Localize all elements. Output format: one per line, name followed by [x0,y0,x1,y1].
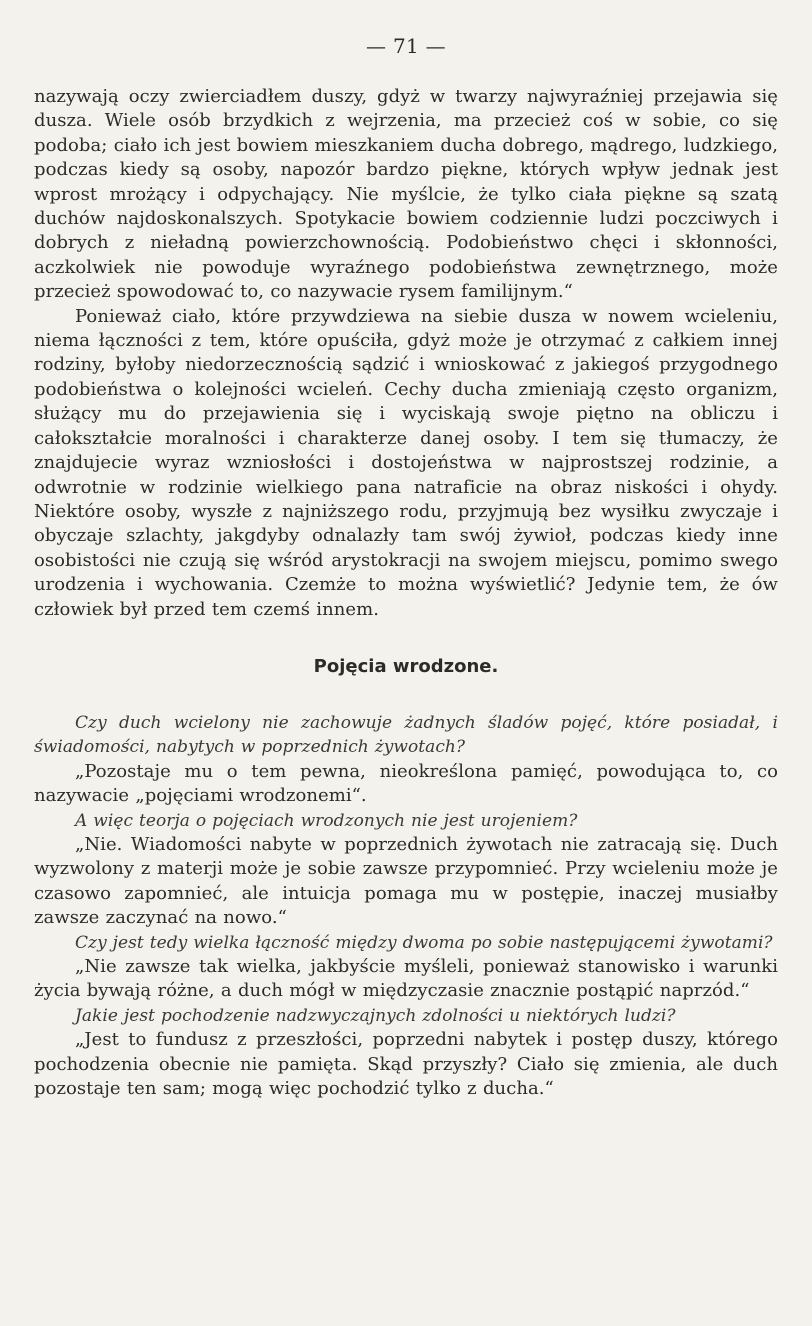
question-2: A więc teorja o pojęciach wrodzonych nie jest urojeniem? [75,810,578,831]
answer-1: „Pozostaje mu o tem pewna, nieokreślona pamięć, powodująca to, co nazywacie „pojęciami wrodzonemi“. [34,760,778,807]
answer-4: „Jest to fundusz z przeszłości, poprzedni nabytek i postęp duszy, którego pochodzenia obecnie nie pamięta. Skąd przyszły? Ciało się zmienia, ale duch pozostaje ten sam; mogą więc pochodzić tylko z ducha.“ [34,1029,778,1100]
answer-2: „Nie. Wiadomości nabyte w poprzednich żywotach nie zatracają się. Duch wyzwolony z materji może je sobie zawsze przypomnieć. Przy wcieleniu może je czasowo zapomnieć, ale intuicja pomaga mu w postępie, inaczej musiałby zawsze zaczynać na nowo.“ [34,833,778,929]
question-1: Czy duch wcielony nie zachowuje żadnych śladów pojęć, które posiadał, i świadomości, nabytych w poprzednich żywotach? [34,712,778,758]
paragraph-incarnation-family: Ponieważ ciało, które przywdziewa na siebie dusza w nowem wcieleniu, niema łączności z tem, które opuściła, gdyż może je otrzymać z całkiem innej rodziny, byłoby niedorzecznością sądzić i wnioskować z jakiegoś przygodnego podobieństwa o kolejności wcieleń. Cechy ducha zmieniają często organizm, służący mu do przejawienia się i wyciskają swoje piętno na obliczu i całokształcie moralności i charakterze danej osoby. I tem się tłumaczy, że znajdujecie wyraz wzniosłości i dostojeństwa w najprostszej rodzinie, a odwrotnie w rodzinie wielkiego pana natraficie na obraz niskości i ohydy. Niektóre osoby, wyszłe z najniższego rodu, przyjmują bez wysiłku zwyczaje i obyczaje szlachty, jakgdyby odnalazły tam swój żywioł, podczas kiedy inne osobistości nie czują się wśród arystokracji na swojem miejscu, pomimo swego urodzenia i wychowania. Czemże to można wyświetlić? Jedynie tem, że ów człowiek był przed tem czemś innem. [34,305,778,620]
body-text [34,85,778,1101]
page-number: — 71 — [366,34,446,58]
section-heading: Pojęcia wrodzone. [313,655,499,677]
question-3: Czy jest tedy wielka łączność między dwoma po sobie następującemi żywotami? [75,932,773,953]
question-4: Jakie jest pochodzenie nadzwyczajnych zdolności u niektórych ludzi? [75,1005,676,1026]
paragraph-continuation: nazywają oczy zwierciadłem duszy, gdyż w twarzy najwyraźniej przejawia się dusza. Wiele osób brzydkich z wejrzenia, ma przecież coś w sobie, co się podoba; ciało ich jest bowiem mieszkaniem ducha dobrego, mądrego, ludzkiego, podczas kiedy są osoby, napozór bardzo piękne, których wpływ jednak jest wprost mrożący i odpychający. Nie myślcie, że tylko ciała piękne są szatą duchów najdoskonalszych. Spotykacie bowiem codziennie ludzi poczciwych i dobrych z nieładną powierzchownością. Podobieństwo chęci i skłonności, aczkolwiek nie powoduje wyraźnego podobieństwa zewnętrznego, może przecież spowodować to, co nazywacie rysem familijnym.“ [34,86,778,303]
answer-3: „Nie zawsze tak wielka, jakbyście myśleli, ponieważ stanowisko i warunki życia bywają różne, a duch mógł w międzyczasie znacznie postąpić naprzód.“ [34,956,778,1002]
